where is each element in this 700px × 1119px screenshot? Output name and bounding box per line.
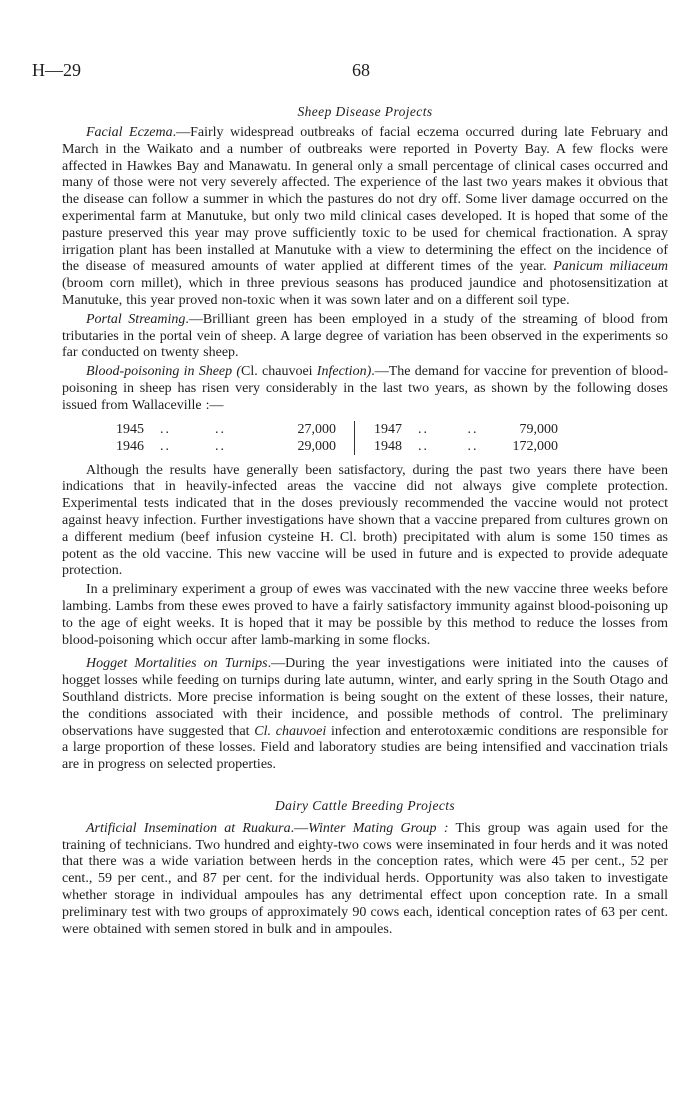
species-name: Cl. chauvoei [254,723,327,739]
leader-dots: .. .. [418,421,479,437]
paragraph-portal-streaming [62,312,668,362]
paragraph-title: Facial Eczema [86,125,173,140]
paragraph-title: Hogget Mortalities on Turnips [86,656,268,672]
column-divider [336,438,374,455]
paragraph-text-continued: (broom corn millet), which in three previous seasons has produced jaundice and photosensitization at Manutuke, this year proved non-toxic when it was sown later and on a different soil type. [62,276,668,308]
paragraph-vaccine-results: Although the results have generally been satisfactory, during the past two years there have been indications that in heavily-infected areas the vaccine did not always give complete protection. Experimental tests indicated that in the doses previously recommended the vaccine would not protect against heavy infection. Further investigations have shown that a vaccine prepared from cultures grown on a different medium (beef infusion cysteine H. Cl. broth) precipitated with alum is some 150 times as potent as the old vaccine. This new vaccine will be used in future and is expected to provide adequate protection. [62,462,668,579]
year-cell: 1948 [374,438,402,454]
year-cell: 1947 [374,421,402,437]
section-heading-sheep-disease: Sheep Disease Projects [297,104,433,119]
page-number: 68 [352,60,370,80]
table-row [116,421,558,438]
paragraph-subtitle: Winter Mating Group : [308,820,449,836]
doses-cell: 29,000 [297,438,336,454]
doses-cell: 172,000 [512,438,558,454]
paragraph-text: .—The demand for vaccine for prevention of blood-poisoning in sheep has risen very considerably in the last two years, as shown by the following doses issued from Wallaceville :— [62,364,669,413]
table-row [116,438,558,455]
page-content [62,102,668,938]
title-dash: .— [290,820,309,836]
page-header [32,60,668,82]
year-cell: 1945 [116,421,144,437]
paragraph-title: Portal Streaming [86,311,186,327]
column-divider [336,421,374,438]
organism-name: Cl. chauvoei [241,364,313,380]
leader-dots: .. .. [160,438,226,454]
paragraph-facial-eczema [62,125,668,310]
paragraph-ewe-experiment: In a preliminary experiment a group of ewes was vaccinated with the new vaccine three weeks before lambing. Lambs from these ewes proved to have a fairly satisfactory immunity against blood-poisoning up to the age of eight weeks. It is hoped that it may be possible by this method to reduce the losses from blood-poisoning which occur after lamb-marking in some flocks. [62,582,668,648]
leader-dots: .. .. [160,421,226,437]
paragraph-hogget-mortalities [62,656,668,774]
doses-cell: 27,000 [297,421,336,437]
paragraph-text: .—Fairly widespread outbreaks of facial eczema occurred during late February and March in the Waikato and a number of outbreaks were reported in Poverty Bay. A few flocks were affected in Hawkes Bay and Manawatu. In general only a small percentage of clinical cases occurred and many of those were not very severely affected. The experience of the last two years makes it obvious that the disease can follow a summer in which the pastures do not dry off. Some liver damage occurred on the experimental farm at Manutuke, but only two mild clinical cases developed. It is hoped that some of the pasture preserved this year may prove sufficiently toxic to be used for chemical fractionation. A spray irrigation plant has been installed at Manutuke with a view to determining the effect on the incidence of the disease of measured amounts of water applied at different times of the year. [62,125,668,275]
paragraph-title: Artificial Insemination at Ruakura [86,820,291,836]
paragraph-text: .—Brilliant green has been employed in a study of the streaming of blood from tributaries in the portal vein of sheep. A large degree of variation has been observed in the experiments so far conducted on twenty sheep. [62,311,669,361]
paragraph-blood-poisoning [62,364,668,414]
year-cell: 1946 [116,438,144,454]
paragraph-title-end: Infection) [312,364,372,380]
paragraph-text-continued: infection and enterotoxæmic conditions are responsible for a large proportion of these losses. Field and laboratory studies are being intensified and vaccination trials are in progress on selected properties. [62,723,668,773]
paragraph-artificial-insemination [62,821,668,939]
leader-dots: .. .. [418,438,479,454]
doses-cell: 79,000 [519,421,558,437]
doses-table [116,421,558,455]
paragraph-text: This group was again used for the training of technicians. Two hundred and eighty-two cows were inseminated in four herds and it was noted that there was a wide variation between herds in the conception rates, which were 45 per cent., 52 per cent., 59 per cent., and 87 per cent. for the individual herds. Opportunity was also taken to investigate whether storage in individual ampoules has any detrimental effect upon conception rate. In a small preliminary test with two groups of approximately 90 cows each, identical conception rates of 63 per cent. were obtained with semen stored in bulk and in ampoules. [62,820,668,937]
paragraph-text: .—During the year investigations were initiated into the causes of hogget losses while feeding on turnips during late autumn, winter, and early spring in the South Otago and Southland districts. More precise information is being sought on the extent of these losses, their nature, the conditions associated with their incidence, and possible methods of control. The preliminary observations have suggested that [62,656,668,739]
species-name: Panicum miliaceum [553,259,668,275]
paragraph-title: Blood-poisoning in Sheep ( [86,364,242,380]
section-heading-dairy-cattle: Dairy Cattle Breeding Projects [274,797,456,813]
document-reference: H—29 [32,60,81,80]
